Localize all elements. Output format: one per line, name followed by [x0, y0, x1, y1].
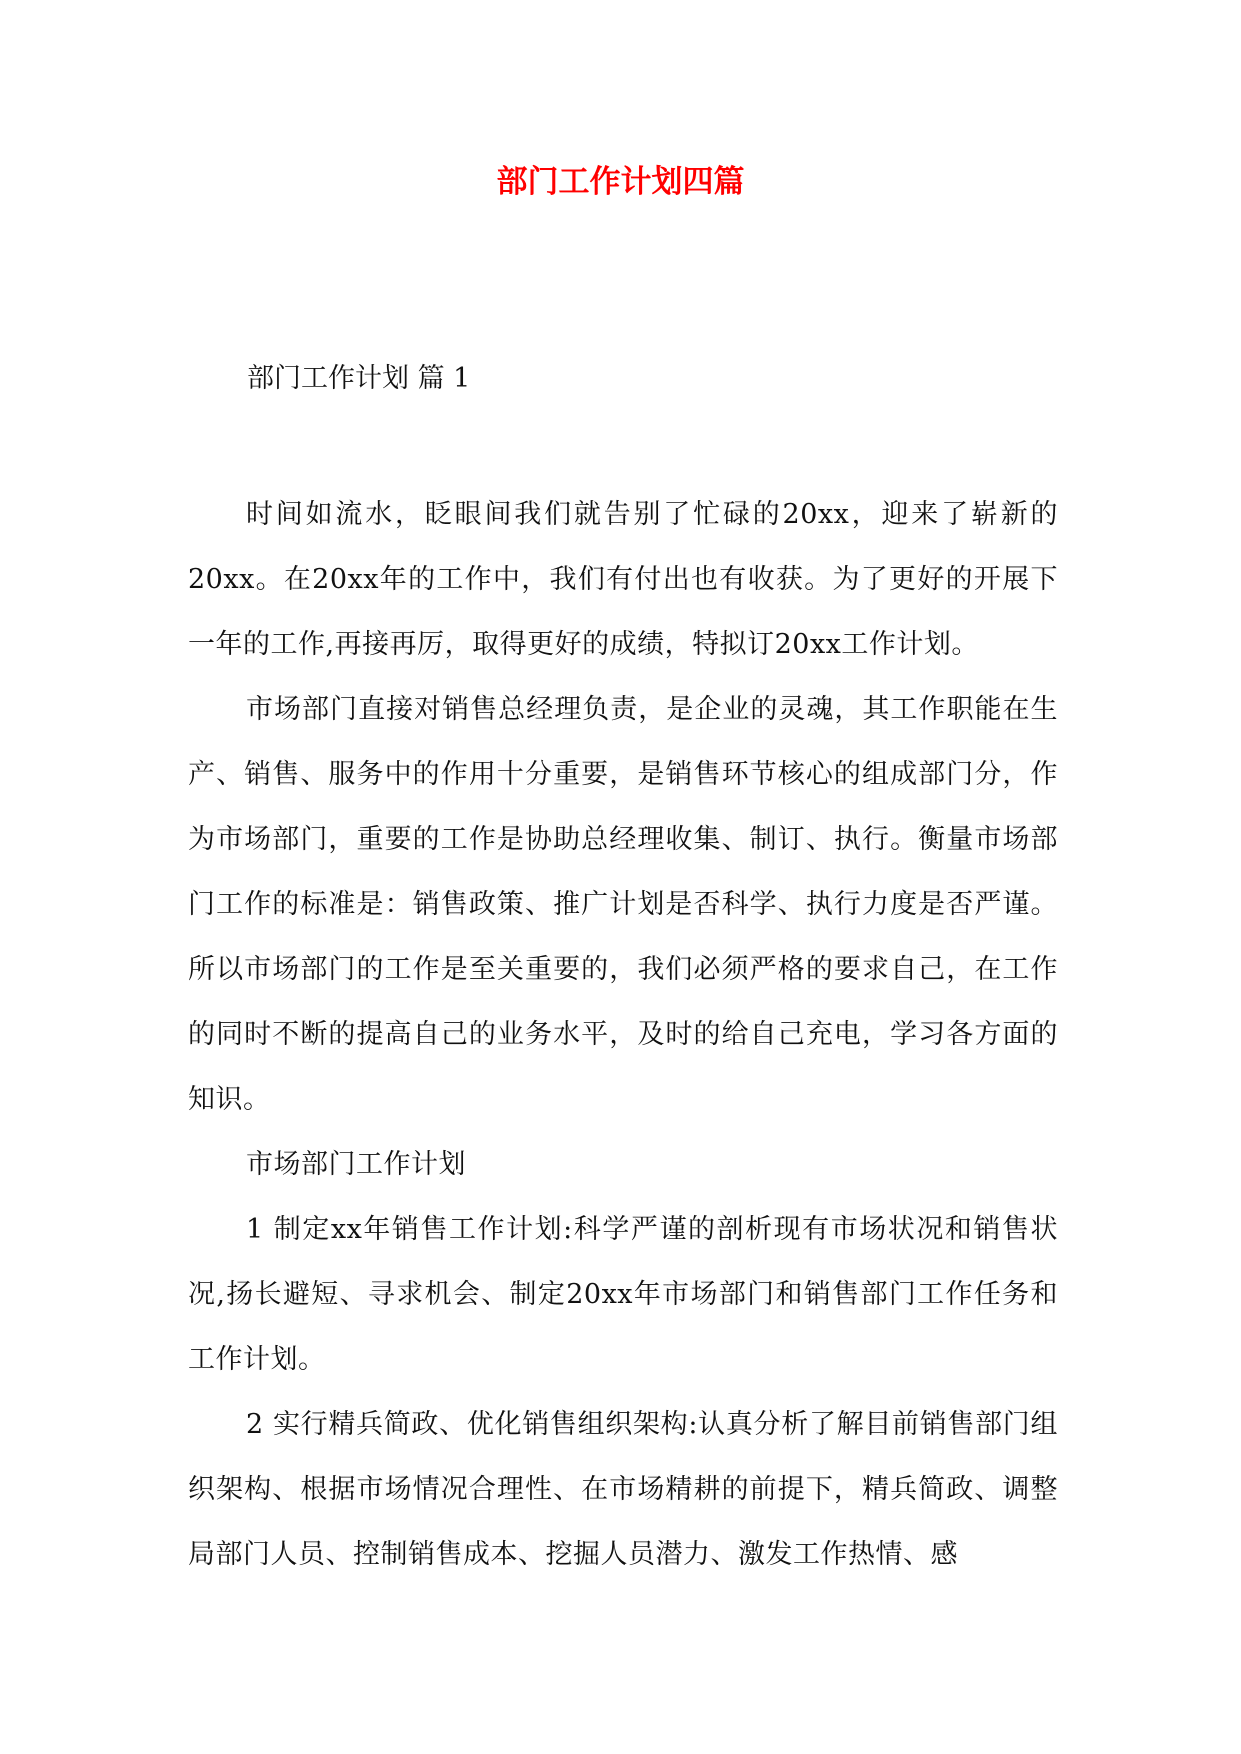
paragraph-item-2: 2 实行精兵简政、优化销售组织架构:认真分析了解目前销售部门组织架构、根据市场情况合理性、在市场精耕的前提下，精兵简政、调整局部门人员、控制销售成本、挖掘人员潜力、激发工作热情、感 [188, 1409, 1058, 1570]
paragraph-market-dept: 市场部门直接对销售总经理负责，是企业的灵魂，其工作职能在生产、销售、服务中的作用十分重要，是销售环节核心的组成部门分，作为市场部门，重要的工作是协助总经理收集、制订、执行。衡量市场部门工作的标准是：销售政策、推广计划是否科学、执行力度是否严谨。 所以市场部门的工作是至关重要的，我们必须严格的要求自己，在工作的同时不断的提高自己的业务水平，及时的给自己充电，学习各方面的知识。 [188, 694, 1058, 1115]
paragraph-item-1: 1 制定xx年销售工作计划:科学严谨的剖析现有市场状况和销售状况,扬长避短、寻求机会、制定20xx年市场部门和销售部门工作任务和工作计划。 [188, 1214, 1058, 1375]
document-body [188, 482, 1058, 1587]
section-heading: 部门工作计划 篇 1 [247, 363, 471, 394]
document-title: 部门工作计划四篇 [496, 164, 745, 200]
paragraph-intro: 时间如流水，眨眼间我们就告别了忙碌的20xx，迎来了崭新的20xx。在20xx年的工作中，我们有付出也有收获。为了更好的开展下一年的工作,再接再厉，取得更好的成绩，特拟订20xx工作计划。 [188, 499, 1058, 660]
paragraph-plan-heading: 市场部门工作计划 [246, 1149, 466, 1180]
